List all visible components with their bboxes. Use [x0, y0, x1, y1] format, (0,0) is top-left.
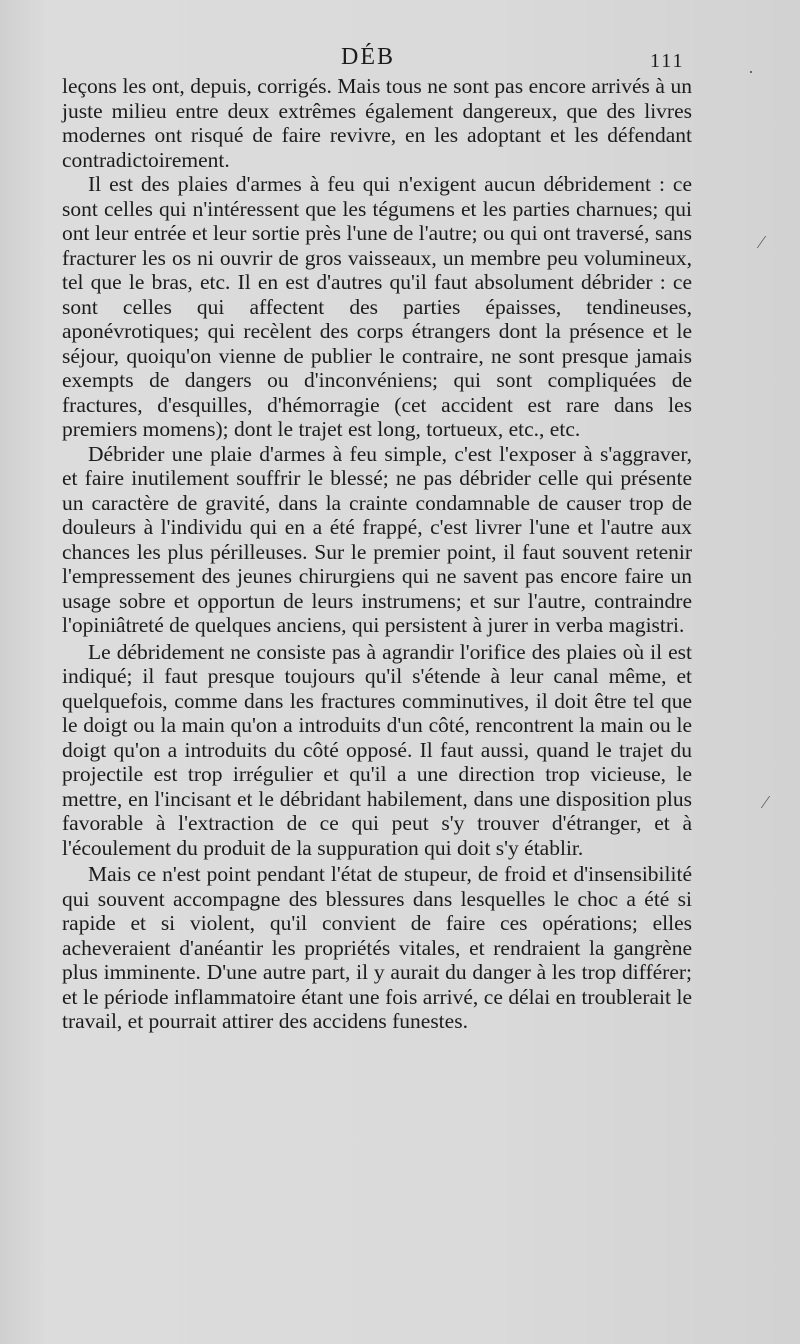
stray-mark: · [748, 62, 754, 82]
paragraph-4: Le débridement ne consiste pas à agrandir l'orifice des plaies où il est indiqué; il faut presque toujours qu'il s'étende à leur canal même, et quelquefois, comme dans les fractures comminutives, il doit être tel que le doigt ou la main qu'on a introduits d'un côté, rencontrent la main ou le doigt qu'on a introduits du côté opposé. Il faut aussi, quand le trajet du projectile est trop irrégulier et qu'il a une direction trop vicieuse, le mettre, en l'incisant et le débridant habilement, dans une disposition plus favorable à l'extraction de ce qui peut s'y trouver d'étranger, et à l'écoulement du produit de la suppuration qui doit s'y établir. [62, 639, 692, 860]
running-header [0, 44, 800, 74]
stray-mark: ⁄ [760, 232, 764, 252]
text-body [62, 74, 692, 1034]
paragraph-3: Débrider une plaie d'armes à feu simple, c'est l'exposer à s'aggraver, et faire inutilement souffrir le blessé; ne pas débrider celle qui présente un caractère de gravité, dans la crainte condamnable de causer trop de douleurs à l'individu qui en a été frappé, c'est livrer l'une et l'autre aux chances les plus périlleuses. Sur le premier point, il faut souvent retenir l'empressement des jeunes chirurgiens qui ne savent pas encore faire un usage sobre et opportun de leurs instrumens; et sur l'autre, contraindre l'opiniâtreté de quelques anciens, qui persistent à jurer in verba magistri. [62, 441, 692, 637]
page-number: 111 [650, 50, 685, 72]
paragraph-5: Mais ce n'est point pendant l'état de stupeur, de froid et d'insensibilité qui souvent accompagne des blessures dans lesquelles le choc a été si rapide et si violent, qu'il convient de faire ces opérations; elles acheveraient d'anéantir les propriétés vitales, et rendraient la gangrène plus imminente. D'une autre part, il y aurait du danger à les trop différer; et le période inflammatoire étant une fois arrivé, ce délai en troublerait le travail, et pourrait attirer des accidens funestes. [62, 862, 692, 1033]
stray-mark: ⁄ [764, 792, 768, 812]
paragraph-2: Il est des plaies d'armes à feu qui n'exigent aucun débridement : ce sont celles qui n'intéressent que les tégumens et les parties charnues; qui ont leur entrée et leur sortie près l'une de l'autre; ou qui ont traversé, sans fracturer les os ni ouvrir de gros vaisseaux, un membre peu volumineux, tel que le bras, etc. Il en est d'autres qu'il faut absolument débrider : ce sont celles qui affectent des parties épaisses, tendineuses, aponévrotiques; qui recèlent des corps étrangers dont la présence et le séjour, quoiqu'on vienne de publier le contraire, ne sont presque jamais exempts de dangers ou d'inconvéniens; qui sont compliquées de fractures, d'esquilles, d'hémorragie (cet accident est rare dans les premiers momens); dont le trajet est long, tortueux, etc., etc. [62, 172, 692, 441]
running-head-title: DÉB [341, 44, 395, 70]
paragraph-1: leçons les ont, depuis, corrigés. Mais tous ne sont pas encore arrivés à un juste milieu entre deux extrêmes également dangereux, que des livres modernes ont risqué de faire revivre, en les adoptant et les défendant contradictoirement. [62, 74, 692, 172]
